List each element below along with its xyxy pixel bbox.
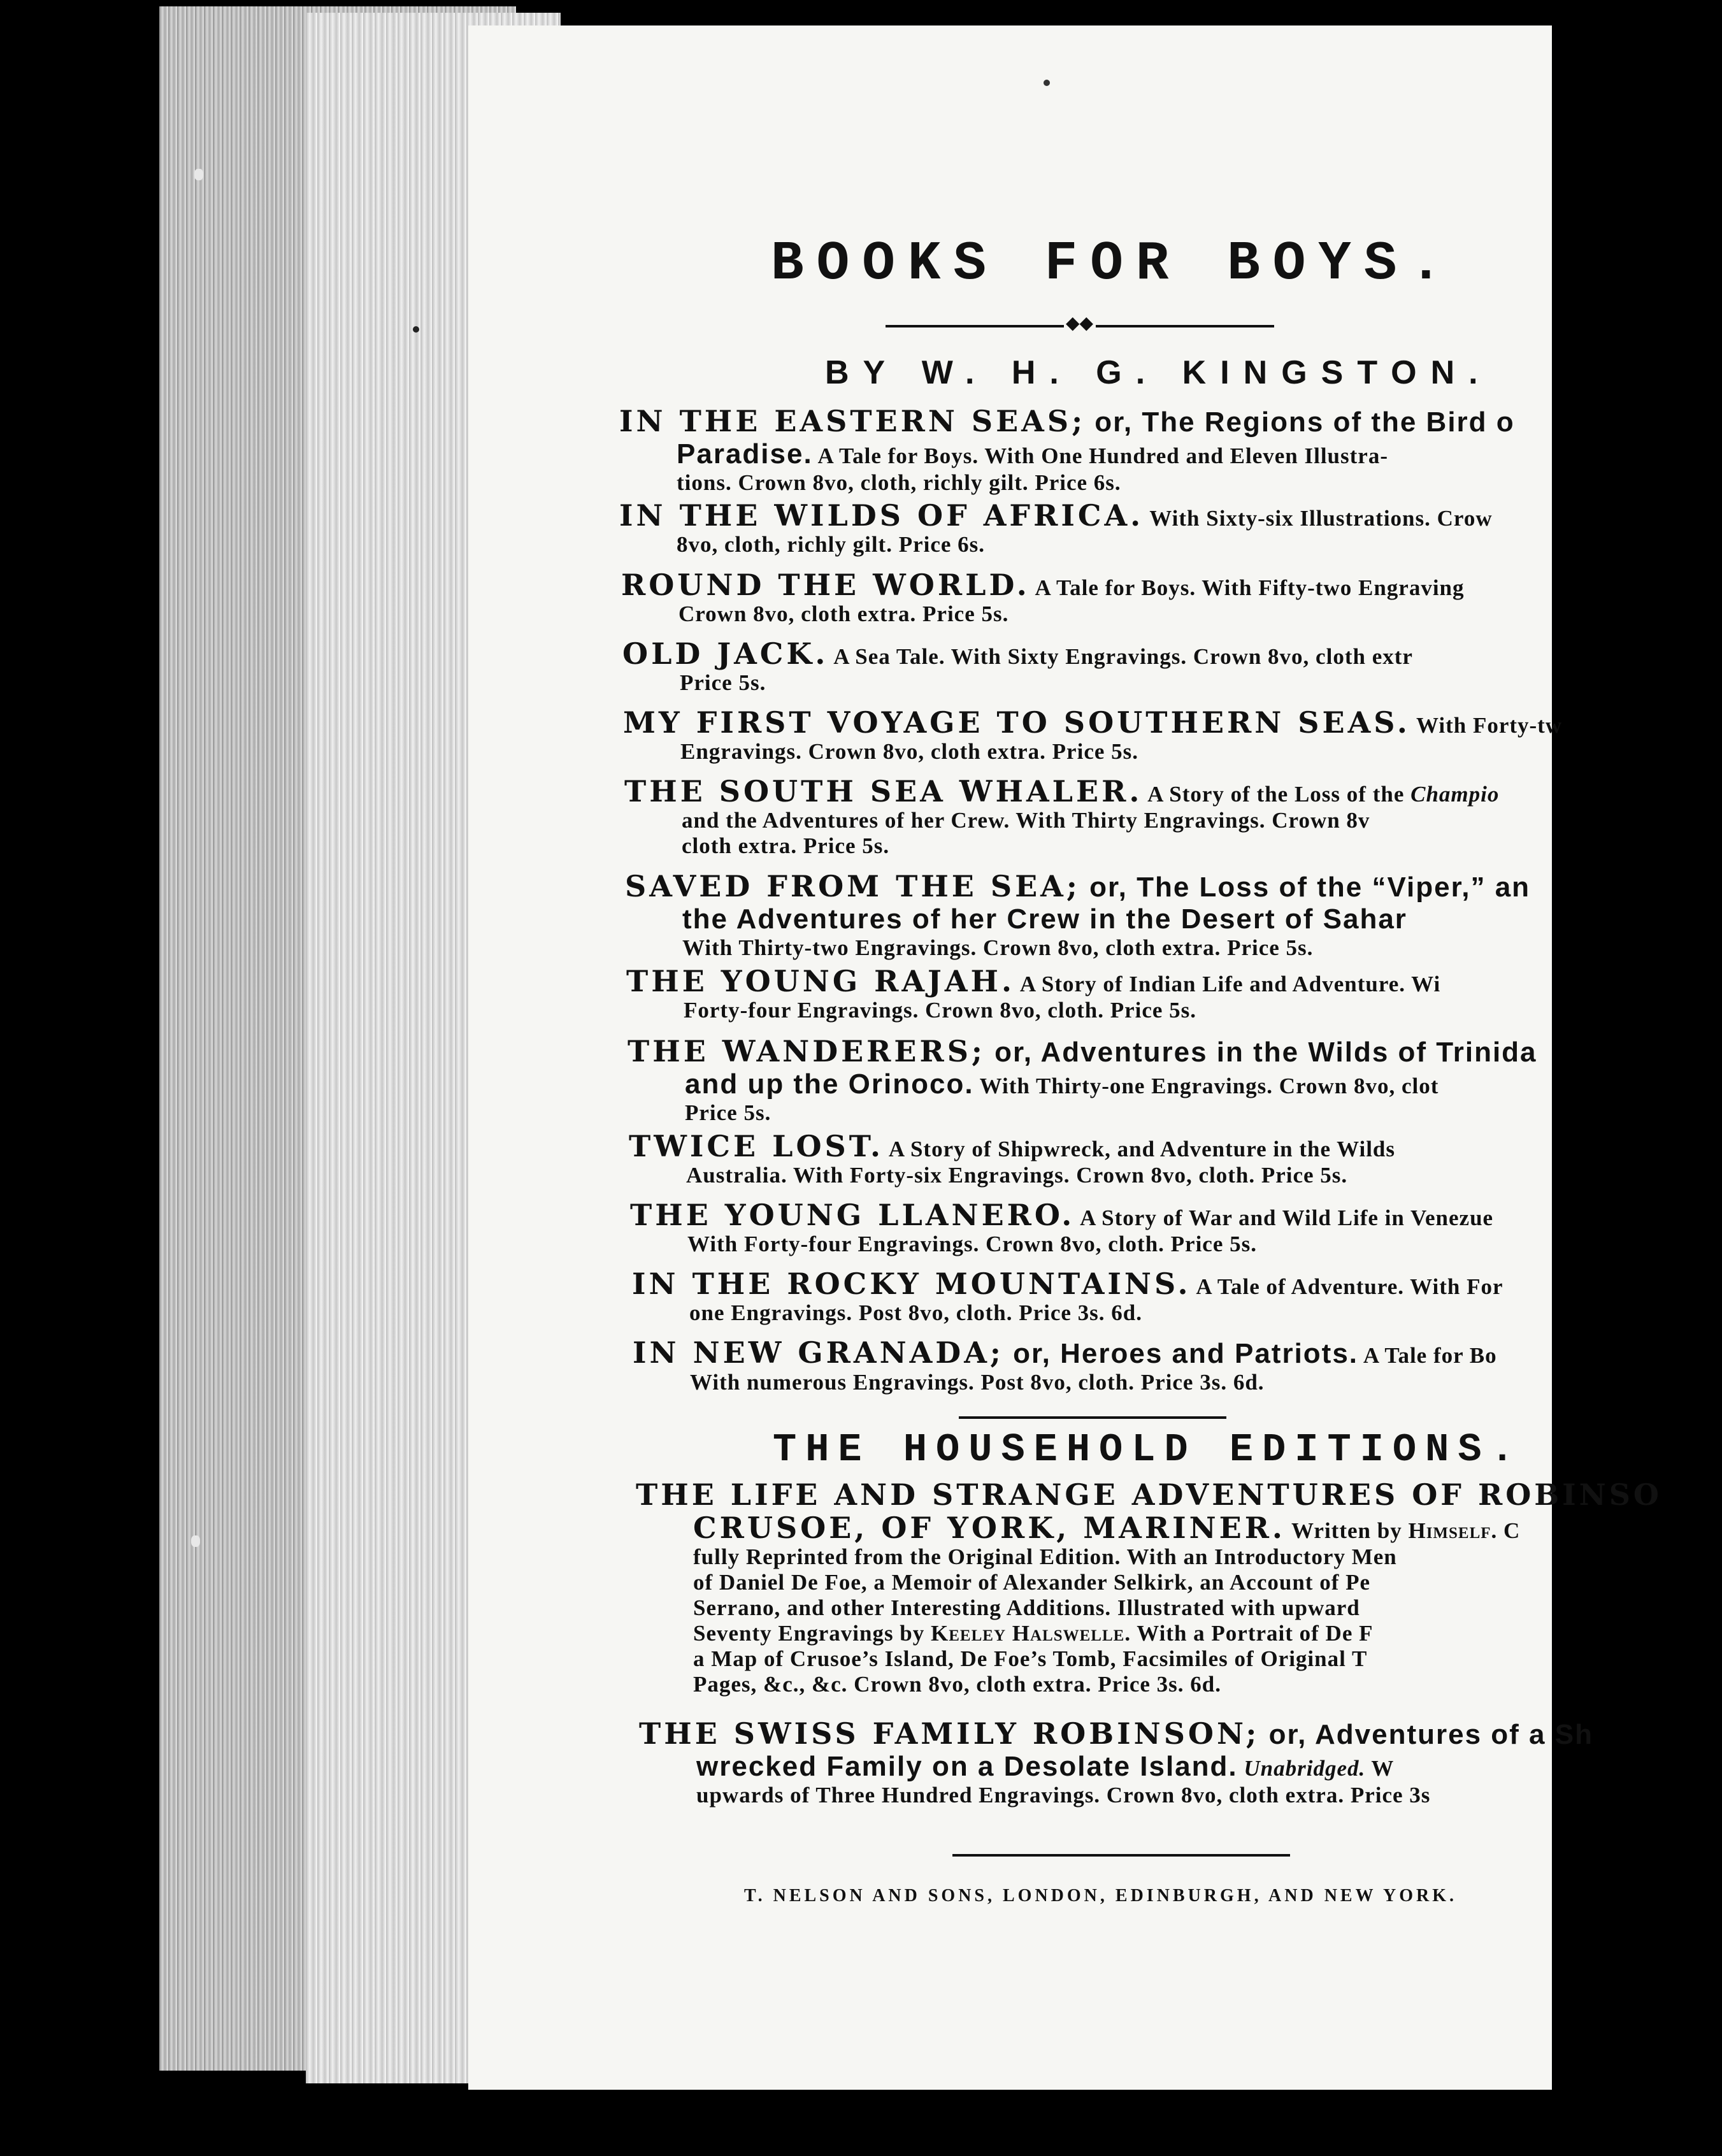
- entry-description: upwards of Three Hundred Engravings. Crown 8vo, cloth extra. Price 3s: [696, 1783, 1431, 1807]
- entry-title: IN THE EASTERN SEAS;: [619, 404, 1086, 438]
- entry-description: With Sixty-six Illustrations. Crow: [1144, 506, 1493, 531]
- book-entry: [624, 775, 1707, 859]
- edition-note: Unabridged.: [1237, 1756, 1366, 1781]
- author-heading: BY W. H. G. KINGSTON.: [825, 354, 1492, 391]
- entry-title: THE SWISS FAMILY ROBINSON;: [639, 1716, 1260, 1751]
- book-entry: [623, 706, 1706, 765]
- section-title: THE HOUSEHOLD EDITIONS.: [773, 1427, 1523, 1472]
- entry-description: Engravings. Crown 8vo, cloth extra. Price 5s.: [680, 739, 1139, 764]
- title-rule-left: [886, 325, 1064, 327]
- book-entry: [632, 1267, 1715, 1326]
- entry-description: A Tale for Bo: [1358, 1343, 1497, 1368]
- entry-description: A Story of the Loss of the: [1142, 782, 1411, 807]
- author-name: Himself.: [1408, 1518, 1498, 1543]
- book-entry: [619, 499, 1702, 557]
- book-entry: [636, 1478, 1719, 1697]
- ship-name: Champio: [1410, 782, 1500, 807]
- entry-description: A Tale for Boys. With One Hundred and Eleven Illustra-: [812, 443, 1388, 468]
- book-entry: [633, 1336, 1716, 1395]
- speck: [191, 1535, 200, 1547]
- entry-description: cloth extra. Price 5s.: [682, 833, 890, 858]
- book-entry: [621, 568, 1704, 627]
- entry-description: tions. Crown 8vo, cloth, richly gilt. Price 6s.: [677, 470, 1121, 495]
- entry-description: A Tale of Adventure. With For: [1191, 1274, 1503, 1299]
- entry-description: Australia. With Forty-six Engravings. Crown 8vo, cloth. Price 5s.: [686, 1163, 1348, 1188]
- speck: [194, 169, 203, 180]
- book-entry: [622, 637, 1705, 696]
- entry-subtitle: and up the Orinoco.: [685, 1068, 974, 1100]
- entry-subtitle: or, The Loss of the “Viper,” an: [1080, 872, 1531, 903]
- entry-subtitle: or, The Regions of the Bird o: [1086, 406, 1515, 438]
- book-entry: [626, 965, 1709, 1023]
- entry-subtitle: wrecked Family on a Desolate Island.: [696, 1751, 1238, 1782]
- section-rule: [959, 1416, 1226, 1419]
- book-page: [468, 25, 1663, 2090]
- publisher-footer: T. NELSON AND SONS, LONDON, EDINBURGH, AND NEW YORK.: [744, 1886, 1458, 1906]
- entry-description: fully Reprinted from the Original Edition. With an Introductory Men: [693, 1544, 1397, 1569]
- entry-description: Price 5s.: [680, 670, 766, 695]
- entry-description: Pages, &c., &c. Crown 8vo, cloth extra. Price 3s. 6d.: [693, 1672, 1221, 1697]
- entry-title: IN NEW GRANADA;: [633, 1335, 1004, 1370]
- entry-description: Price 5s.: [685, 1100, 771, 1125]
- entry-description: Crown 8vo, cloth extra. Price 5s.: [678, 601, 1009, 626]
- entry-description: Written by: [1285, 1518, 1409, 1543]
- entry-description: With Thirty-two Engravings. Crown 8vo, cloth extra. Price 5s.: [682, 935, 1314, 960]
- entry-description: Seventy Engravings by: [693, 1621, 931, 1646]
- entry-description: A Tale for Boys. With Fifty-two Engraving: [1030, 575, 1465, 600]
- entry-title: SAVED FROM THE SEA;: [625, 869, 1080, 903]
- entry-description: Forty-four Engravings. Crown 8vo, cloth. Price 5s.: [684, 998, 1197, 1023]
- entry-title: THE YOUNG LLANERO.: [630, 1198, 1075, 1232]
- title-rule-right: [1096, 325, 1274, 327]
- entry-title: IN THE WILDS OF AFRICA.: [619, 498, 1144, 533]
- entry-title: MY FIRST VOYAGE TO SOUTHERN SEAS.: [623, 705, 1410, 740]
- ornament: ◆◆: [1066, 313, 1094, 333]
- entry-description: 8vo, cloth, richly gilt. Price 6s.: [677, 532, 986, 557]
- entry-title: THE WANDERERS;: [628, 1034, 986, 1068]
- entry-title: THE YOUNG RAJAH.: [626, 964, 1015, 998]
- speck: [413, 326, 419, 333]
- entry-description: C: [1497, 1518, 1521, 1543]
- book-entry: [625, 870, 1708, 961]
- entry-description: and the Adventures of her Crew. With Thirty Engravings. Crown 8v: [682, 808, 1370, 833]
- book-entry: [630, 1198, 1713, 1257]
- entry-description: With Thirty-one Engravings. Crown 8vo, clot: [973, 1074, 1439, 1098]
- entry-description: A Story of Indian Life and Adventure. Wi: [1015, 972, 1441, 996]
- entry-subtitle: the Adventures of her Crew in the Desert of Sahar: [682, 903, 1407, 935]
- entry-title: OLD JACK.: [622, 636, 829, 671]
- entry-title: TWICE LOST.: [629, 1129, 884, 1163]
- entry-title: THE LIFE AND STRANGE ADVENTURES OF ROBINSO: [636, 1477, 1663, 1512]
- book-entry: [628, 1035, 1711, 1126]
- ink-dot: [1044, 80, 1050, 86]
- entry-subtitle: Paradise.: [677, 438, 813, 470]
- entry-description: W: [1365, 1756, 1395, 1781]
- page-title: BOOKS FOR BOYS.: [771, 233, 1456, 295]
- entry-description: A Story of Shipwreck, and Adventure in the Wilds: [884, 1137, 1396, 1161]
- entry-description: With Forty-four Engravings. Crown 8vo, cloth. Price 5s.: [687, 1232, 1257, 1256]
- entry-subtitle: or, Adventures in the Wilds of Trinida: [985, 1037, 1537, 1068]
- entry-description: a Map of Crusoe’s Island, De Foe’s Tomb, Facsimiles of Original T: [693, 1646, 1368, 1671]
- footer-rule: [952, 1854, 1290, 1857]
- book-entry: [619, 405, 1702, 496]
- entry-description: Serrano, and other Interesting Additions. Illustrated with upward: [693, 1595, 1360, 1620]
- entry-title: THE SOUTH SEA WHALER.: [624, 774, 1143, 808]
- entry-subtitle: or, Adventures of a Sh: [1259, 1719, 1593, 1750]
- entry-title: CRUSOE, OF YORK, MARINER.: [693, 1511, 1286, 1545]
- entry-description: one Engravings. Post 8vo, cloth. Price 3s. 6d.: [689, 1300, 1142, 1325]
- entry-subtitle: or, Heroes and Patriots.: [1003, 1338, 1359, 1369]
- entry-description: With a Portrait of De F: [1131, 1621, 1374, 1646]
- book-entry: [639, 1717, 1722, 1808]
- entry-title: IN THE ROCKY MOUNTAINS.: [632, 1267, 1191, 1301]
- entry-description: A Sea Tale. With Sixty Engravings. Crown 8vo, cloth extr: [828, 644, 1413, 669]
- entry-description: With Forty-tw: [1410, 713, 1563, 738]
- entry-description: of Daniel De Foe, a Memoir of Alexander Selkirk, an Account of Pe: [693, 1570, 1371, 1595]
- entry-description: With numerous Engravings. Post 8vo, cloth. Price 3s. 6d.: [690, 1370, 1265, 1395]
- entry-description: A Story of War and Wild Life in Venezue: [1075, 1205, 1494, 1230]
- entry-title: ROUND THE WORLD.: [621, 568, 1030, 602]
- book-entry: [629, 1130, 1712, 1188]
- illustrator-name: Keeley Halswelle.: [931, 1621, 1131, 1646]
